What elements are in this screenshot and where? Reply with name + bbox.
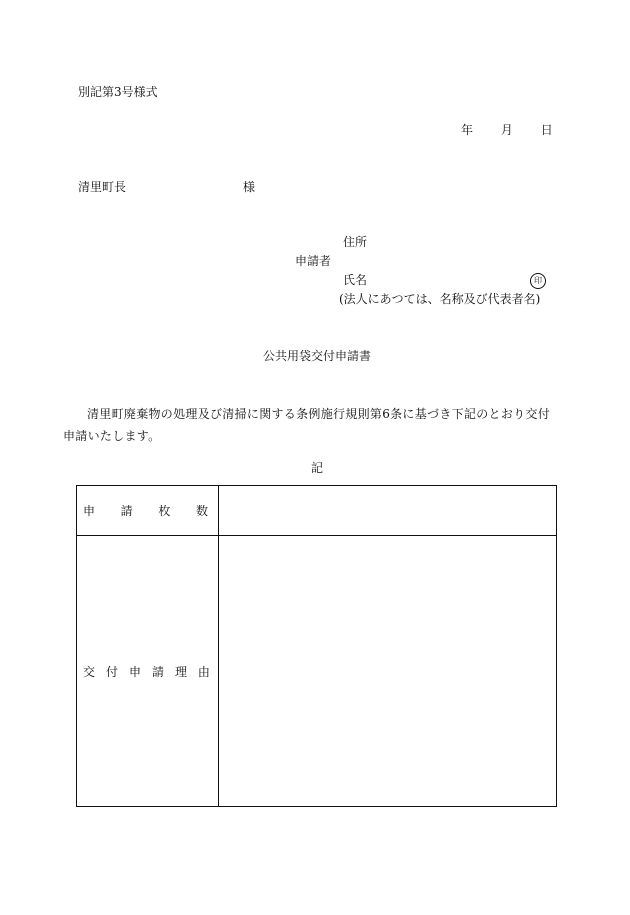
date-day: 日 (540, 123, 553, 137)
name-label: 氏名 (343, 273, 368, 287)
label-application-count (77, 486, 219, 536)
form-number: 別記第3号様式 (78, 85, 158, 99)
table-row (77, 486, 557, 536)
document-title: 公共用袋交付申請書 (263, 349, 372, 363)
label-application-reason (77, 536, 219, 807)
table-row (77, 536, 557, 807)
corporate-note: (法人にあつては、名称及び代表者名) (339, 292, 541, 306)
address-label: 住所 (343, 235, 368, 249)
applicant-label: 申請者 (295, 254, 332, 268)
application-table (76, 485, 557, 807)
application-reason-field[interactable] (219, 536, 557, 807)
date-month: 月 (500, 123, 513, 137)
label-application-reason-text: 交 付 申 請 理 由 (83, 664, 210, 679)
label-application-count-text: 申 請 枚 数 (83, 504, 208, 518)
seal-mark: 印 (530, 273, 546, 289)
application-count-field[interactable] (219, 486, 557, 536)
date-year: 年 (461, 123, 474, 137)
body-text: 清里町廃棄物の処理及び清掃に関する条例施行規則第6条に基づき下記のとおり交付申請いたします。 (63, 407, 551, 443)
date-line (461, 124, 553, 136)
addressee-name: 清里町長 (78, 180, 127, 194)
ki-heading: 記 (311, 461, 324, 475)
addressee-honorific: 様 (243, 180, 256, 194)
